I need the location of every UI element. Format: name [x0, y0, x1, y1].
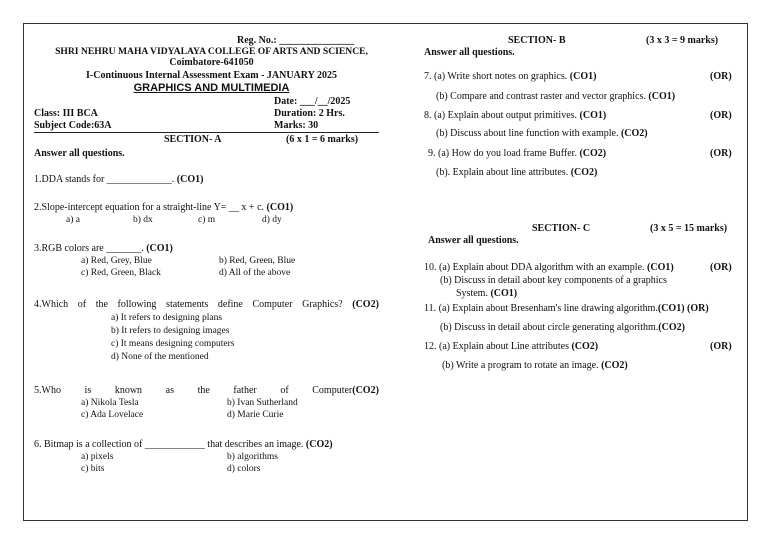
question-8a: 8. (a) Explain about output primitives. (CO1): [424, 110, 607, 121]
option-d: d) Marie Curie: [227, 410, 284, 420]
option-c: c) It means designing computers: [111, 339, 235, 349]
question-6-options: [81, 452, 341, 478]
question-9b: (b). Explain about line attributes. (CO2): [436, 167, 598, 178]
course-outcome: (CO2): [601, 360, 628, 371]
question-2: 2.Slope-intercept equation for a straight-line Y= __ x + c. (CO1): [34, 202, 294, 213]
reg-no: Reg. No.: _______________: [237, 35, 355, 46]
question-1: 1.DDA stands for _____________. (CO1): [34, 174, 204, 185]
course-outcome: (CO2): [579, 148, 607, 159]
option-a: a) a: [66, 215, 80, 225]
option-a: a) Nikola Tesla: [81, 398, 139, 408]
section-a-marks: (6 x 1 = 6 marks): [286, 134, 359, 145]
section-a-title: SECTION- A: [164, 134, 222, 145]
or-label-8: (OR): [710, 110, 732, 121]
option-c: c) bits: [81, 464, 105, 474]
subject-code: Subject Code:63A: [34, 120, 112, 131]
or-label-10: (OR): [710, 262, 732, 273]
or-label-12: (OR): [710, 341, 732, 352]
course-outcome: (CO1): [647, 262, 674, 273]
question-11b: (b) Discuss in detail about circle generating algorithm.(CO2): [440, 322, 685, 333]
course-outcome: (CO2): [305, 439, 333, 450]
question-7a: 7. (a) Write short notes on graphics. (CO1): [424, 71, 597, 82]
question-10a: 10. (a) Explain about DDA algorithm with an example. (CO1): [424, 262, 674, 273]
question-10b: (b) Discuss in detail about key components of a graphics System. (CO1): [440, 275, 667, 299]
college-city: Coimbatore-641050: [169, 57, 254, 68]
course-outcome: (CO1): [490, 287, 518, 299]
option-d: d) None of the mentioned: [111, 352, 209, 362]
question-4-options: [111, 312, 234, 364]
option-a: a) Red, Grey, Blue: [81, 256, 152, 266]
option-a: a) pixels: [81, 452, 114, 462]
college-name: SHRI NEHRU MAHA VIDYALAYA COLLEGE OF ARTS AND SCIENCE,: [55, 46, 368, 57]
question-6: 6. Bitmap is a collection of ____________ that describes an image. (CO2): [34, 439, 333, 450]
question-9a: 9. (a) How do you load frame Buffer. (CO2): [428, 148, 607, 159]
option-c: c) Ada Lovelace: [81, 410, 144, 420]
question-3: 3.RGB colors are _______. (CO1): [34, 243, 173, 254]
section-c-marks: (3 x 5 = 15 marks): [650, 223, 728, 234]
or-label-7: (OR): [710, 71, 732, 82]
section-b-marks: (3 x 3 = 9 marks): [646, 35, 719, 46]
question-12b: (b) Write a program to rotate an image. (CO2): [442, 360, 628, 371]
question-paper: [23, 23, 748, 521]
course-outcome: (CO2): [352, 299, 379, 310]
total-marks: Marks: 30: [274, 120, 319, 131]
section-c-instruction: Answer all questions.: [428, 235, 519, 246]
course-outcome: (CO1): [266, 202, 294, 213]
course-outcome: (CO1): [579, 110, 607, 121]
or-label-11: (OR): [687, 303, 709, 314]
or-label-9: (OR): [710, 148, 732, 159]
section-b-instruction: Answer all questions.: [424, 47, 515, 58]
section-a-instruction: Answer all questions.: [34, 148, 125, 159]
question-3-options: [81, 256, 341, 282]
subject-title: GRAPHICS AND MULTIMEDIA: [133, 82, 290, 94]
course-outcome: (CO2): [620, 128, 648, 139]
course-outcome: (CO2): [571, 341, 599, 352]
option-c: c) Red, Green, Black: [81, 268, 161, 278]
question-8b: (b) Discuss about line function with example. (CO2): [436, 128, 648, 139]
duration-info: Duration: 2 Hrs.: [274, 108, 345, 119]
option-b: b) It refers to designing images: [111, 326, 230, 336]
option-c: c) m: [198, 215, 216, 225]
course-outcome: (CO1): [569, 71, 597, 82]
header-rule: [34, 132, 379, 133]
question-7b: (b) Compare and contrast raster and vector graphics. (CO1): [436, 91, 676, 102]
option-a: a) It refers to designing plans: [111, 313, 223, 323]
question-5-options: [81, 398, 341, 424]
option-b: b) dx: [133, 215, 153, 225]
class-info: Class: III BCA: [34, 108, 98, 119]
option-b: b) Red, Green, Blue: [219, 256, 296, 266]
option-d: d) colors: [227, 464, 261, 474]
option-b: b) Ivan Sutherland: [227, 398, 298, 408]
course-outcome: (CO1): [648, 91, 676, 102]
question-12a: 12. (a) Explain about Line attributes (CO2): [424, 341, 599, 352]
course-outcome: (CO2): [352, 385, 379, 396]
course-outcome: (CO2): [658, 322, 685, 333]
question-4: 4.Which of the following statements define Computer Graphics? (CO2): [34, 299, 379, 310]
course-outcome: (CO1): [657, 303, 685, 314]
option-b: b) algorithms: [227, 452, 278, 462]
exam-title: I-Continuous Internal Assessment Exam - JANUARY 2025: [86, 70, 337, 81]
course-outcome: (CO1): [146, 243, 173, 254]
exam-date: Date: ___/__/2025: [274, 96, 351, 107]
course-outcome: (CO2): [570, 167, 598, 178]
course-outcome: (CO1): [176, 174, 204, 185]
option-d: d) All of the above: [219, 268, 291, 278]
question-5: 5.Who is known as the father of Computer(CO2): [34, 385, 379, 396]
section-c-title: SECTION- C: [532, 223, 591, 234]
section-b-title: SECTION- B: [508, 35, 566, 46]
question-11a: 11. (a) Explain about Bresenham's line drawing algorithm.(CO1) (OR): [424, 303, 709, 314]
option-d: d) dy: [262, 215, 282, 225]
